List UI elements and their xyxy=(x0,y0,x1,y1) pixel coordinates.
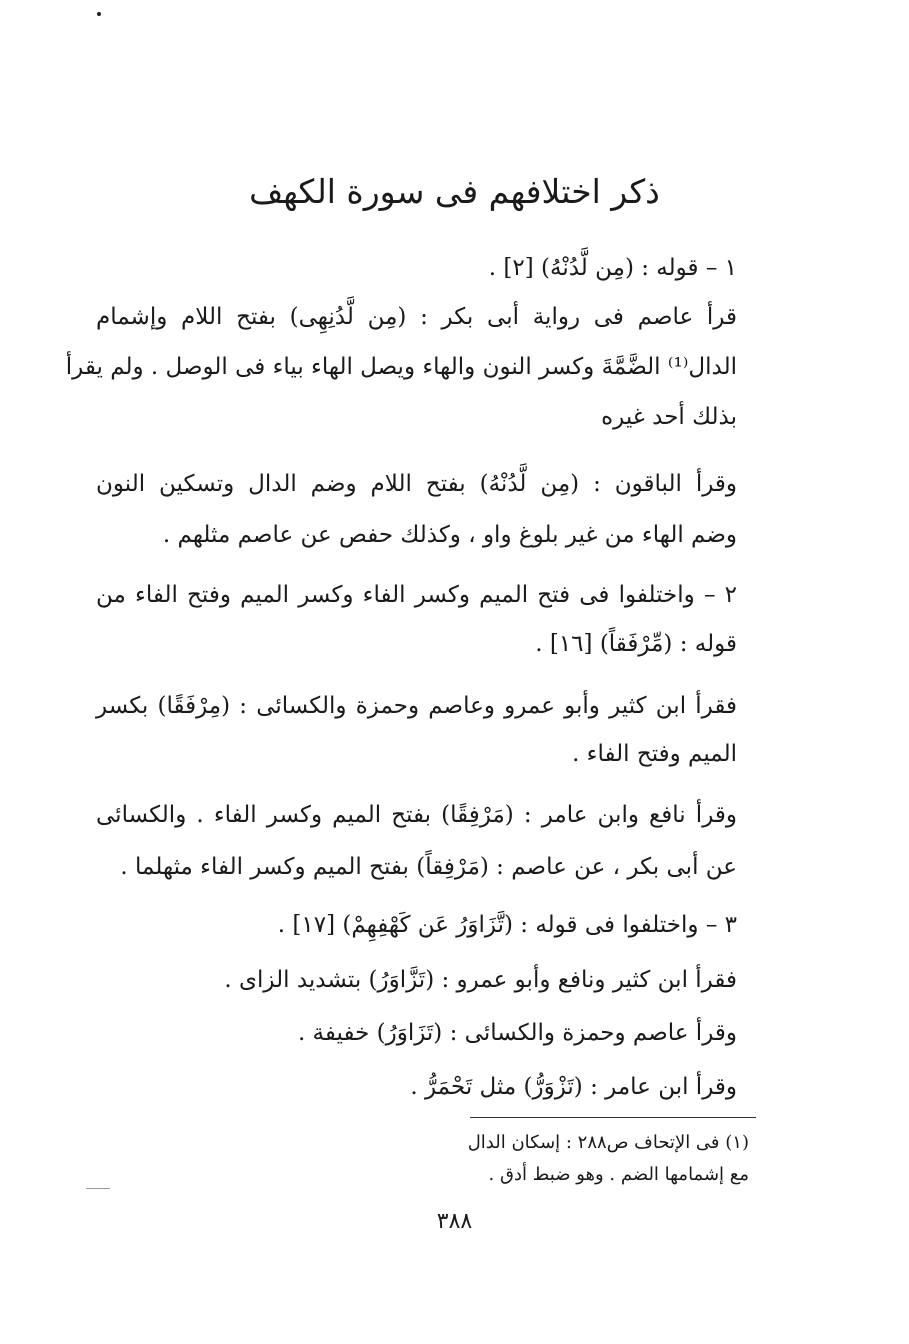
text-line: قوله : (مِّرْفَقاً) [١٦] . xyxy=(535,631,737,657)
text-line: وقرأ الباقون : (مِن لَّدُنْهُ) بفتح اللام وضم الدال وتسكين النون xyxy=(96,471,737,497)
text-line: ٢ – واختلفوا فى فتح الميم وكسر الفاء وكسر الميم وفتح الفاء من xyxy=(96,582,737,608)
footnote-line: (١) فى الإتحاف ص٢٨٨ : إسكان الدال xyxy=(467,1132,749,1153)
chapter-title: ذكر اختلافهم فى سورة الكهف xyxy=(249,172,660,211)
text-line: وقرأ عاصم وحمزة والكسائى : (تَزَاوَرُ) خفيفة . xyxy=(297,1020,737,1046)
text-line: ١ – قوله : (مِن لَّدُنْهُ) [٢] . xyxy=(488,255,737,281)
text-line: ٣ – واختلفوا فى قوله : (تَّزَاوَرُ عَن كَهْفِهِمْ) [١٧] . xyxy=(277,912,737,938)
text-line: وضم الهاء من غير بلوغ واو ، وكذلك حفص عن عاصم مثلهم . xyxy=(162,522,737,548)
text-line: وقرأ نافع وابن عامر : (مَرْفِقًا) بفتح الميم وكسر الفاء . والكسائى xyxy=(96,802,737,828)
text-line: وقرأ ابن عامر : (تَزْوَرُّ) مثل تَحْمَرُّ . xyxy=(410,1074,737,1100)
footnote-line: مع إشمامها الضم . وهو ضبط أدق . xyxy=(488,1164,749,1185)
text-line: الدال⁽¹⁾ الضَّمَّةَ وكسر النون والهاء ويصل الهاء بياء فى الوصل . ولم يقرأ xyxy=(65,354,737,380)
footnote-rule xyxy=(470,1117,756,1118)
scan-speck xyxy=(97,12,101,16)
text-line: عن أبى بكر ، عن عاصم : (مَرْفِقاً) بفتح الميم وكسر الفاء مثهلما . xyxy=(120,854,737,880)
text-line: فقرأ ابن كثير ونافع وأبو عمرو : (تَزَّاوَرُ) بتشديد الزاى . xyxy=(224,967,737,993)
text-line: قرأ عاصم فى رواية أبى بكر : (مِن لَّدُنِهِى) بفتح اللام وإشمام xyxy=(96,304,737,330)
page-number: ٣٨٨ xyxy=(436,1209,473,1234)
text-line: بذلك أحد غيره xyxy=(601,404,737,430)
text-line: الميم وفتح الفاء . xyxy=(572,741,737,767)
text-line: فقرأ ابن كثير وأبو عمرو وعاصم وحمزة والكسائى : (مِرْفَقًا) بكسر xyxy=(96,693,737,719)
scan-mark xyxy=(86,1188,110,1189)
